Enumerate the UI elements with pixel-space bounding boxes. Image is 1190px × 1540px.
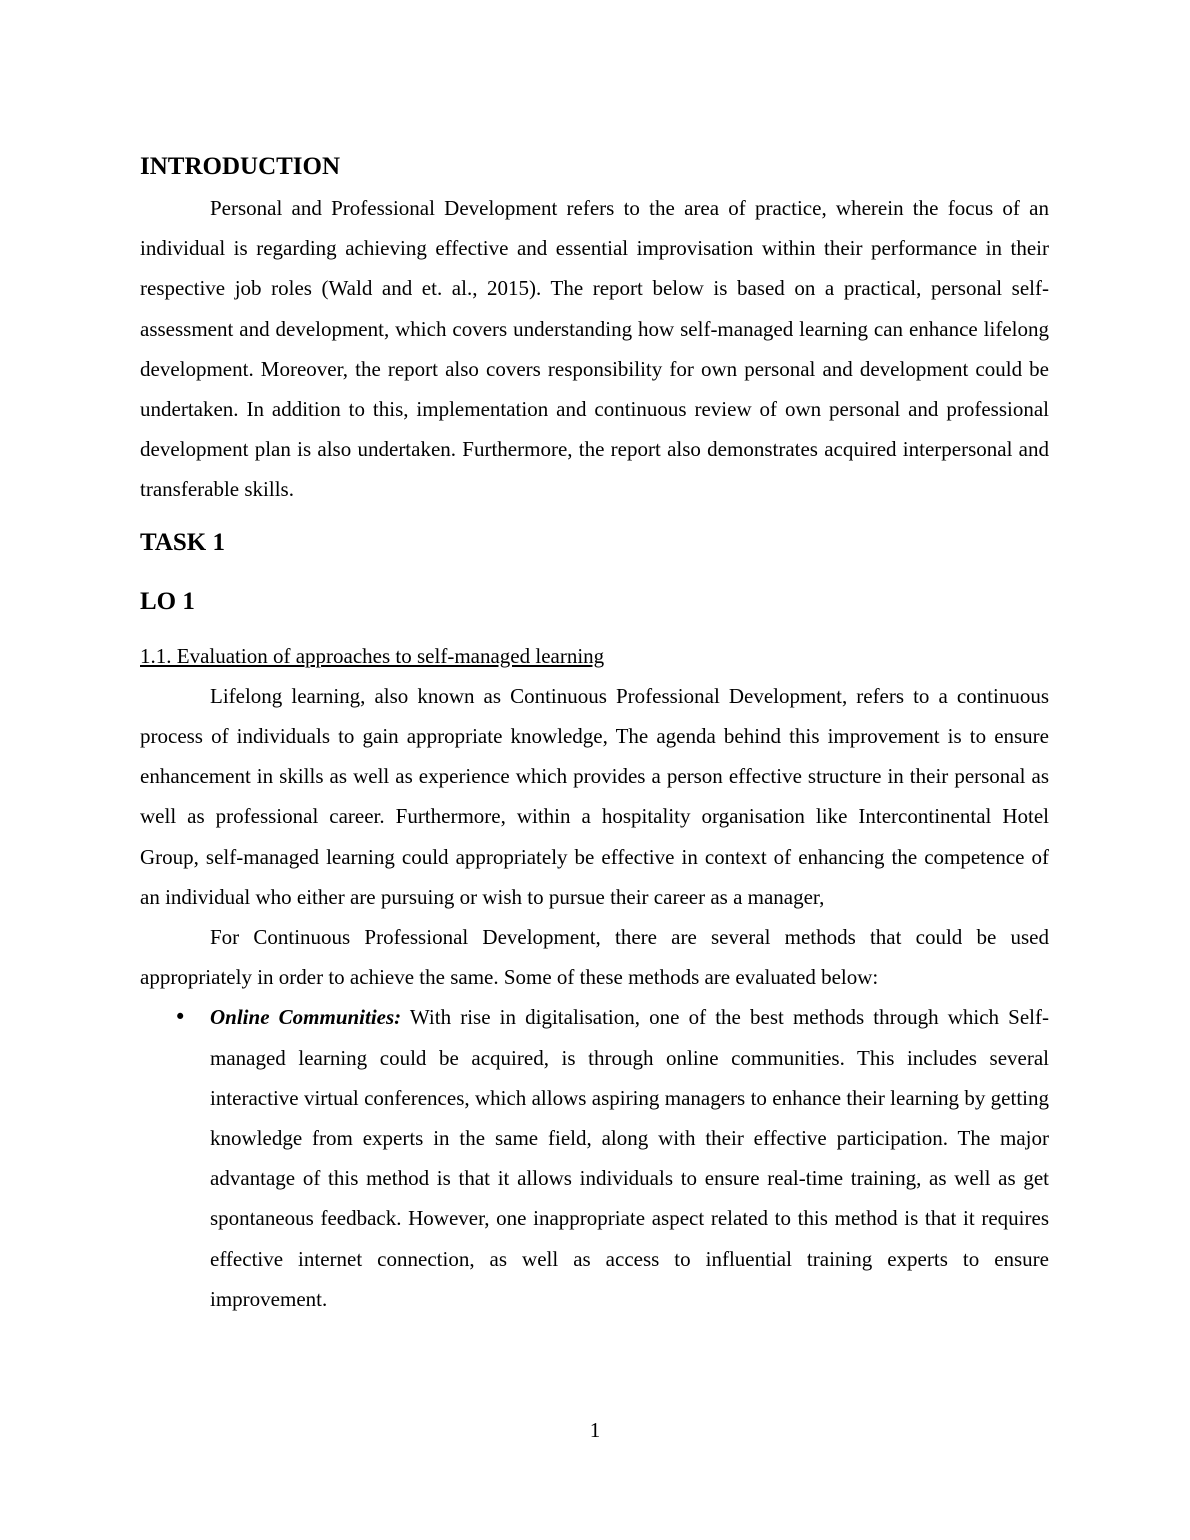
page-content: [140, 148, 1049, 1319]
methods-list: [140, 997, 1049, 1319]
task-heading: TASK 1: [140, 528, 225, 556]
bullet-text: With rise in digitalisation, one of the best methods through which Self-managed learning could be acquired, is through online communities. This includes several interactive virtual conferences, which allows aspiring managers to enhance their learning by getting knowledge from experts in the same field, along with their effective participation. The major advantage of this method is that it allows individuals to ensure real-time training, as well as get spontaneous feedback. However, one inappropriate aspect related to this method is that it requires effective internet connection, as well as access to influential training experts to ensure improvement.: [210, 1005, 1049, 1311]
section-paragraph-2: For Continuous Professional Development, there are several methods that could be used appropriately in order to achieve the same. Some of these methods are evaluated below:: [140, 925, 1049, 990]
list-item: [140, 997, 1049, 1319]
lo-heading: LO 1: [140, 587, 195, 615]
page-number: 1: [589, 1418, 601, 1442]
section-paragraph-1: Lifelong learning, also known as Continuous Professional Development, refers to a continuous process of individuals to gain appropriate knowledge, The agenda behind this improvement is to ensure enhancement in skills as well as experience which provides a person effective structure in their personal as well as professional career. Furthermore, within a hospitality organisation like Intercontinental Hotel Group, self-managed learning could appropriately be effective in context of enhancing the competence of an individual who either are pursuing or wish to pursue their career as a manager,: [140, 683, 1049, 909]
bullet-term: Online Communities:: [210, 1005, 402, 1030]
intro-paragraph: Personal and Professional Development refers to the area of practice, wherein the focus of an individual is regarding achieving effective and essential improvisation within their performance in their respective job roles (Wald and et. al., 2015). The report below is based on a practical, personal self-assessment and development, which covers understanding how self-managed learning can enhance lifelong development. Moreover, the report also covers responsibility for own personal and development could be undertaken. In addition to this, implementation and continuous review of own personal and professional development plan is also undertaken. Furthermore, the report also demonstrates acquired interpersonal and transferable skills.: [140, 196, 1049, 502]
bullet-icon: •: [174, 1005, 187, 1030]
intro-heading: INTRODUCTION: [140, 153, 341, 180]
section-heading: 1.1. Evaluation of approaches to self-managed learning: [140, 643, 605, 668]
